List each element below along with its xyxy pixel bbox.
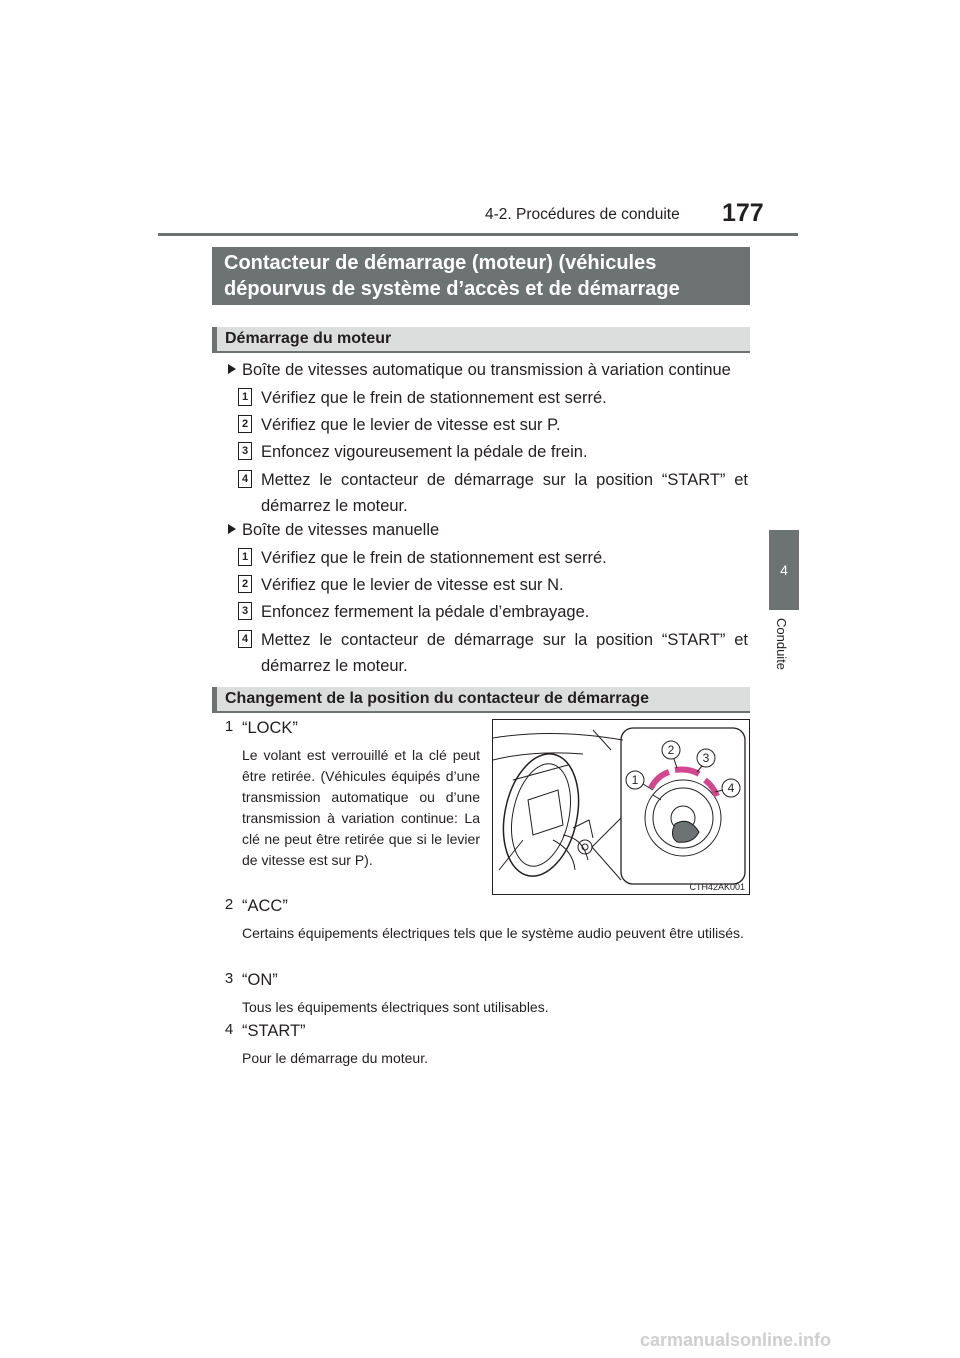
step-manual-2 xyxy=(238,572,748,598)
step-number: 2 xyxy=(238,575,252,593)
bullet-label: Boîte de vitesses manuelle xyxy=(242,521,440,539)
position-number: 4 xyxy=(224,1021,234,1038)
step-number: 1 xyxy=(238,548,252,566)
running-head: 4-2. Procédures de conduite xyxy=(485,206,680,223)
step-manual-3 xyxy=(238,599,748,625)
step-text: Mettez le contacteur de démarrage sur la position “START” et démarrez le moteur. xyxy=(261,471,748,515)
subhead-demarrage: Démarrage du moteur xyxy=(212,327,750,353)
step-text: Mettez le contacteur de démarrage sur la position “START” et démarrez le moteur. xyxy=(261,631,748,675)
callout-2: 2 xyxy=(667,743,675,757)
position-name: “ON” xyxy=(242,971,278,989)
section-title: Contacteur de démarrage (moteur) (véhicules dépourvus de système d’accès et de démarrage “mains libres”) xyxy=(212,247,750,305)
step-number: 2 xyxy=(238,415,252,433)
watermark: carmanualsonline.info xyxy=(640,1330,832,1350)
chapter-label: Conduite xyxy=(774,618,789,671)
step-text: Vérifiez que le levier de vitesse est sur P. xyxy=(261,416,561,434)
step-auto-2 xyxy=(238,412,748,438)
figure-code: CTH42AK001 xyxy=(689,882,745,892)
position-name: “START” xyxy=(242,1022,306,1040)
position-number: 3 xyxy=(224,970,234,987)
subhead-changement: Changement de la position du contacteur de démarrage xyxy=(212,687,750,713)
bullet-manual xyxy=(228,521,439,540)
position-desc: Tous les équipements électriques sont utilisables. xyxy=(242,999,549,1015)
step-text: Enfoncez fermement la pédale d’embrayage. xyxy=(261,603,590,621)
step-number: 3 xyxy=(238,602,252,620)
position-desc: Certains équipements électriques tels que le système audio peuvent être utilisés. xyxy=(242,925,744,941)
position-number: 1 xyxy=(224,718,234,735)
step-number: 4 xyxy=(238,630,252,648)
step-text: Vérifiez que le frein de stationnement est serré. xyxy=(261,389,607,407)
triangle-bullet-icon xyxy=(228,364,236,374)
step-auto-3 xyxy=(238,439,748,465)
callout-3: 3 xyxy=(702,751,710,765)
header-rule xyxy=(158,233,798,236)
step-manual-4 xyxy=(238,627,748,679)
step-auto-4 xyxy=(238,467,748,519)
callout-4: 4 xyxy=(727,781,735,795)
position-name: “LOCK” xyxy=(242,719,298,737)
callout-1: 1 xyxy=(631,773,639,787)
position-name: “ACC” xyxy=(242,897,288,915)
chapter-tab: 4 xyxy=(769,530,799,610)
position-number: 2 xyxy=(224,896,234,913)
page-number: 177 xyxy=(722,199,764,227)
bullet-automatic xyxy=(228,361,731,380)
bullet-label: Boîte de vitesses automatique ou transmission à variation continue xyxy=(242,361,731,379)
step-text: Vérifiez que le frein de stationnement est serré. xyxy=(261,549,607,567)
ignition-switch-illustration xyxy=(492,719,750,895)
triangle-bullet-icon xyxy=(228,524,236,534)
position-desc: Le volant est verrouillé et la clé peut être retirée. (Véhicules équipés d’une transmission automatique ou d’une transmission à variation continue: La clé ne peut être retirée que si le levier de vitesse est sur P). xyxy=(242,747,480,868)
step-number: 4 xyxy=(238,470,252,488)
step-text: Enfoncez vigoureusement la pédale de frein. xyxy=(261,443,588,461)
step-auto-1 xyxy=(238,385,748,411)
step-number: 3 xyxy=(238,442,252,460)
step-number: 1 xyxy=(238,388,252,406)
ignition-drawing xyxy=(493,720,749,894)
step-manual-1 xyxy=(238,545,748,571)
step-text: Vérifiez que le levier de vitesse est sur N. xyxy=(261,576,564,594)
position-desc: Pour le démarrage du moteur. xyxy=(242,1050,428,1066)
